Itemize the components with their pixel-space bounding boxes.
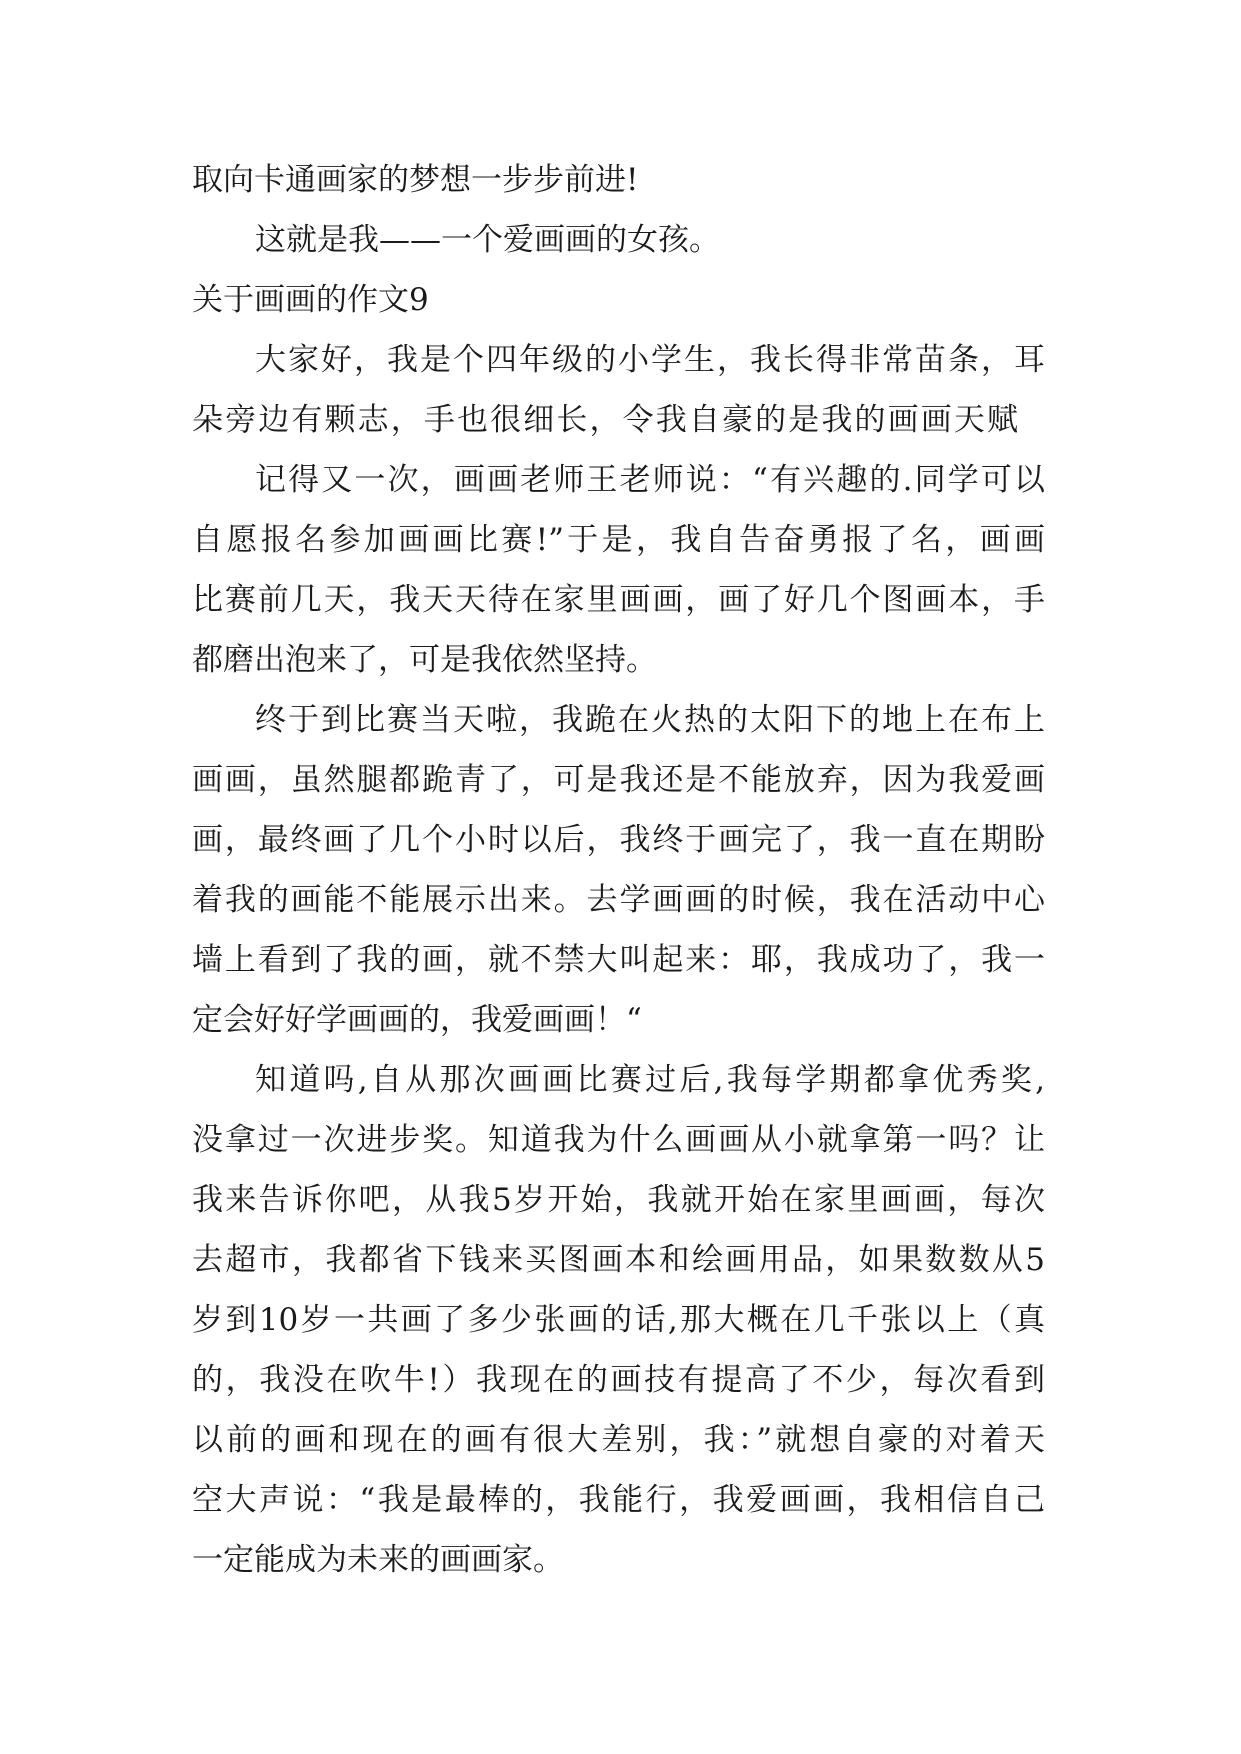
text-line: 取向卡通画家的梦想一步步前进! — [192, 162, 639, 198]
text-line: 自愿报名参加画画比赛!”于是，我自告奋勇报了名，画画 — [192, 522, 1045, 558]
text-line: 一定能成为未来的画画家。 — [192, 1542, 564, 1578]
text-line: 画画，虽然腿都跪青了，可是我还是不能放弃，因为我爱画 — [192, 762, 1045, 798]
text-line: 我来告诉你吧，从我5岁开始，我就开始在家里画画，每次 — [192, 1182, 1045, 1218]
text-line: 以前的画和现在的画有很大差别，我：”就想自豪的对着天 — [192, 1422, 1045, 1458]
text-line: 去超市，我都省下钱来买图画本和绘画用品，如果数数从5 — [192, 1242, 1045, 1278]
essay-heading: 关于画画的作文9 — [192, 282, 429, 318]
text-line: 都磨出泡来了，可是我依然坚持。 — [192, 642, 657, 678]
text-line: 朵旁边有颗志，手也很细长，令我自豪的是我的画画天赋 — [192, 402, 1018, 438]
text-line: 记得又一次，画画老师王老师说：“有兴趣的.同学可以 — [255, 462, 1045, 498]
text-line: 定会好好学画画的，我爱画画！“ — [192, 1002, 642, 1038]
text-line: 的，我没在吹牛!）我现在的画技有提高了不少，每次看到 — [192, 1362, 1045, 1398]
text-line: 空大声说：“我是最棒的，我能行，我爱画画，我相信自己 — [192, 1482, 1045, 1518]
text-line: 画，最终画了几个小时以后，我终于画完了，我一直在期盼 — [192, 822, 1045, 858]
text-line: 知道吗,自从那次画画比赛过后,我每学期都拿优秀奖, — [255, 1062, 1045, 1098]
text-line: 终于到比赛当天啦，我跪在火热的太阳下的地上在布上 — [255, 702, 1045, 738]
text-line: 着我的画能不能展示出来。去学画画的时候，我在活动中心 — [192, 882, 1045, 918]
text-line: 大家好，我是个四年级的小学生，我长得非常苗条，耳 — [255, 342, 1045, 378]
text-line: 没拿过一次进步奖。知道我为什么画画从小就拿第一吗？让 — [192, 1122, 1045, 1158]
text-line: 比赛前几天，我天天待在家里画画，画了好几个图画本，手 — [192, 582, 1045, 618]
text-line: 岁到10岁一共画了多少张画的话,那大概在几千张以上（真 — [192, 1302, 1045, 1338]
text-line: 墙上看到了我的画，就不禁大叫起来：耶，我成功了，我一 — [192, 942, 1045, 978]
text-line: 这就是我——一个爱画画的女孩。 — [255, 222, 720, 258]
